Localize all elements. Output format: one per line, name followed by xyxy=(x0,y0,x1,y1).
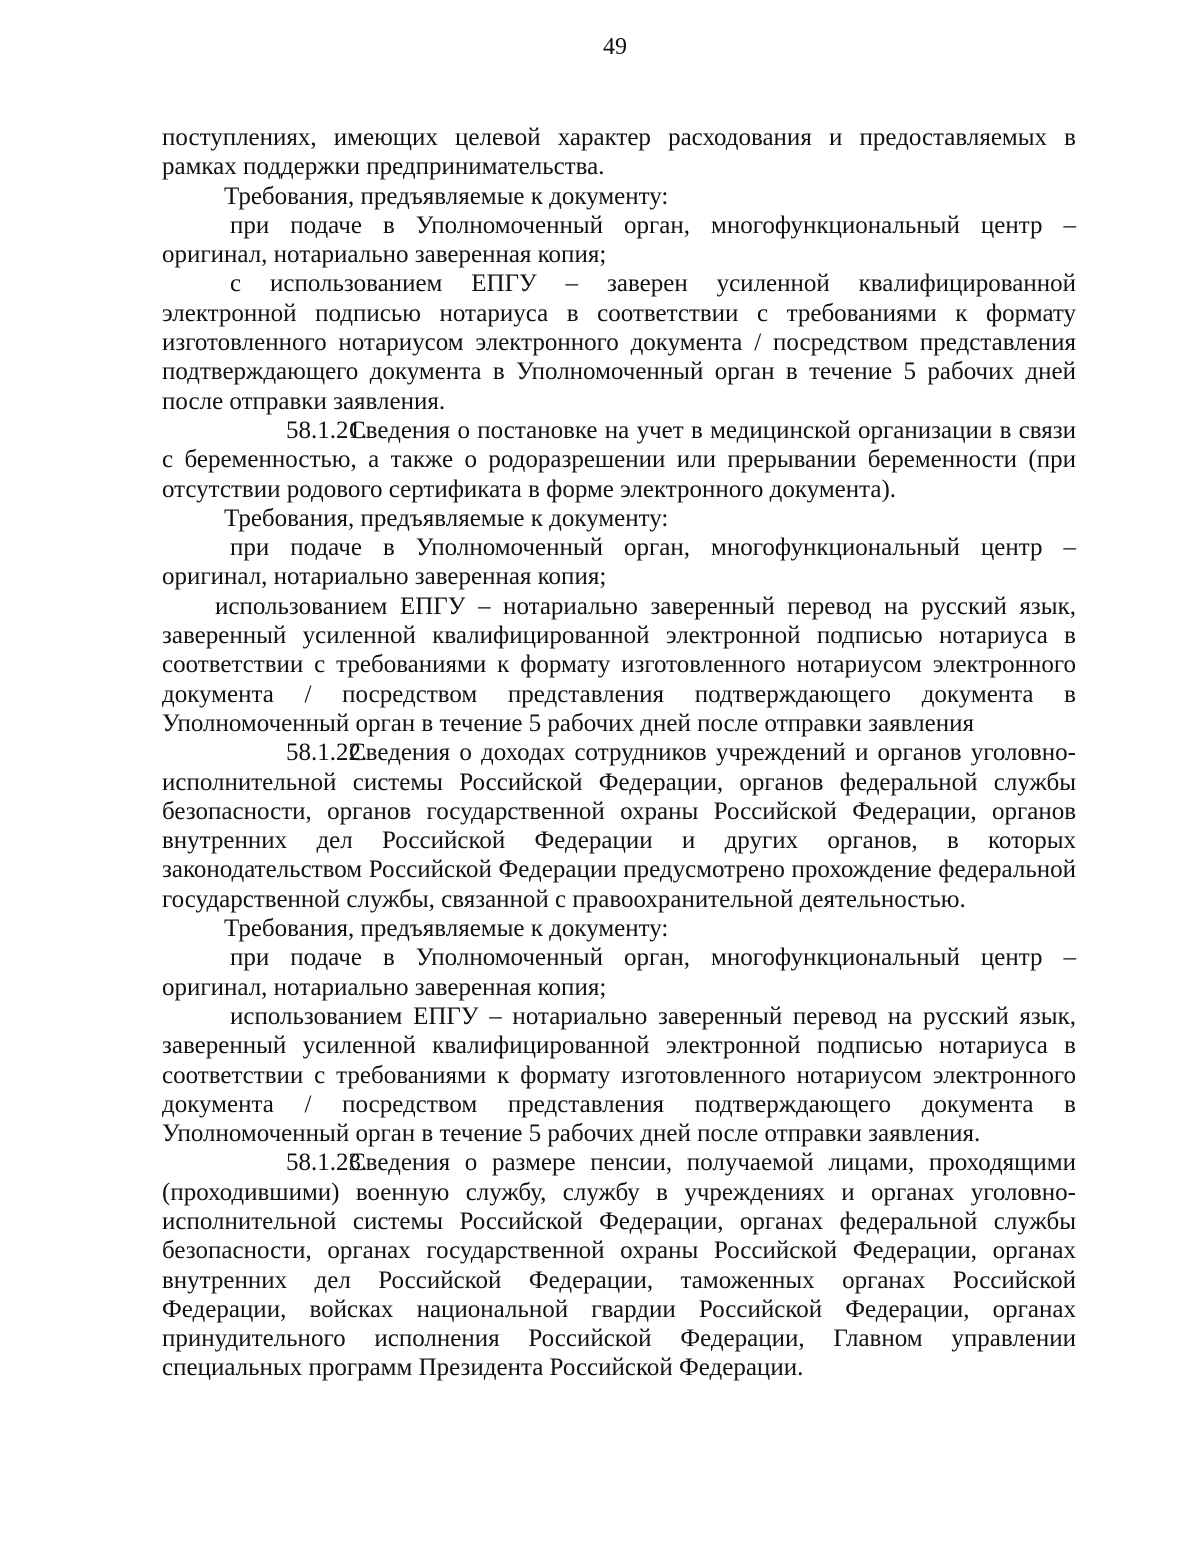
item-58-1-21 xyxy=(162,416,1076,504)
requirements-heading: Требования, предъявляемые к документу: xyxy=(224,915,669,943)
requirements-heading: Требования, предъявляемые к документу: xyxy=(224,504,669,532)
requirement-epgu-submission: использованием ЕПГУ – нотариально заверенный перевод на русский язык, заверенный усиленной квалифицированной электронной подписью нотариуса в соответствии с требованиями к формату изготовленного нотариусом электронного документа / посредством представления подтверждающего документа в Уполномоченный орган в течение 5 рабочих дней после отправки заявления xyxy=(162,592,1076,737)
requirement-epgu-submission: использованием ЕПГУ – нотариально заверенный перевод на русский язык, заверенный усиленной квалифицированной электронной подписью нотариуса в соответствии с требованиями к формату изготовленного нотариусом электронного документа / посредством представления подтверждающего документа в Уполномоченный орган в течение 5 рабочих дней после отправки заявления. xyxy=(162,1002,1076,1148)
paragraph-continuation: поступлениях, имеющих целевой характер расходования и предоставляемых в рамках поддержки предпринимательства. xyxy=(162,124,1076,181)
item-number: 58.1.21. xyxy=(286,416,368,444)
requirements-heading: Требования, предъявляемые к документу: xyxy=(224,182,669,210)
requirement-epgu-submission: с использованием ЕПГУ – заверен усиленной квалифицированной электронной подписью нотариуса в соответствии с требованиями к формату изготовленного нотариусом электронного документа / посредством представления подтверждающего документа в Уполномоченный орган в течение 5 рабочих дней после отправки заявления. xyxy=(162,270,1076,415)
item-text: Сведения о постановке на учет в медицинской организации в связи с беременностью, а также о родоразрешении или прерывании беременности (при отсутствии родового сертификата в форме электронного документа). xyxy=(162,416,1076,503)
item-58-1-22 xyxy=(162,738,1076,914)
requirement-office-submission: при подаче в Уполномоченный орган, многофункциональный центр – оригинал, нотариально заверенная копия; xyxy=(162,534,1076,591)
requirement-office-submission: при подаче в Уполномоченный орган, многофункциональный центр – оригинал, нотариально заверенная копия; xyxy=(162,944,1076,1001)
page-number: 49 xyxy=(603,34,627,60)
item-text: Сведения о доходах сотрудников учреждений и органов уголовно-исполнительной системы Российской Федерации, органов федеральной службы безопасности, органов государственной охраны Российской Федерации, органов внутренних дел Российской Федерации и других органов, в которых законодательством Российской Федерации предусмотрено прохождение федеральной государственной службы, связанной с правоохранительной деятельностью. xyxy=(162,739,1076,913)
requirement-office-submission: при подаче в Уполномоченный орган, многофункциональный центр – оригинал, нотариально заверенная копия; xyxy=(162,211,1076,269)
document-body xyxy=(162,123,1076,1383)
item-text: Сведения о размере пенсии, получаемой лицами, проходящими (проходившими) военную службу, службу в учреждениях и органах уголовно-исполнительной системы Российской Федерации, органах федеральной службы безопасности, органах государственной охраны Российской Федерации, органах внутренних дел Российской Федерации, таможенных органах Российской Федерации, войсках национальной гвардии Российской Федерации, органах принудительного исполнения Российской Федерации, Главном управлении специальных программ Президента Российской Федерации. xyxy=(162,1149,1076,1382)
item-number: 58.1.23. xyxy=(286,1149,368,1177)
item-58-1-23 xyxy=(162,1148,1076,1382)
item-number: 58.1.22. xyxy=(286,739,368,767)
